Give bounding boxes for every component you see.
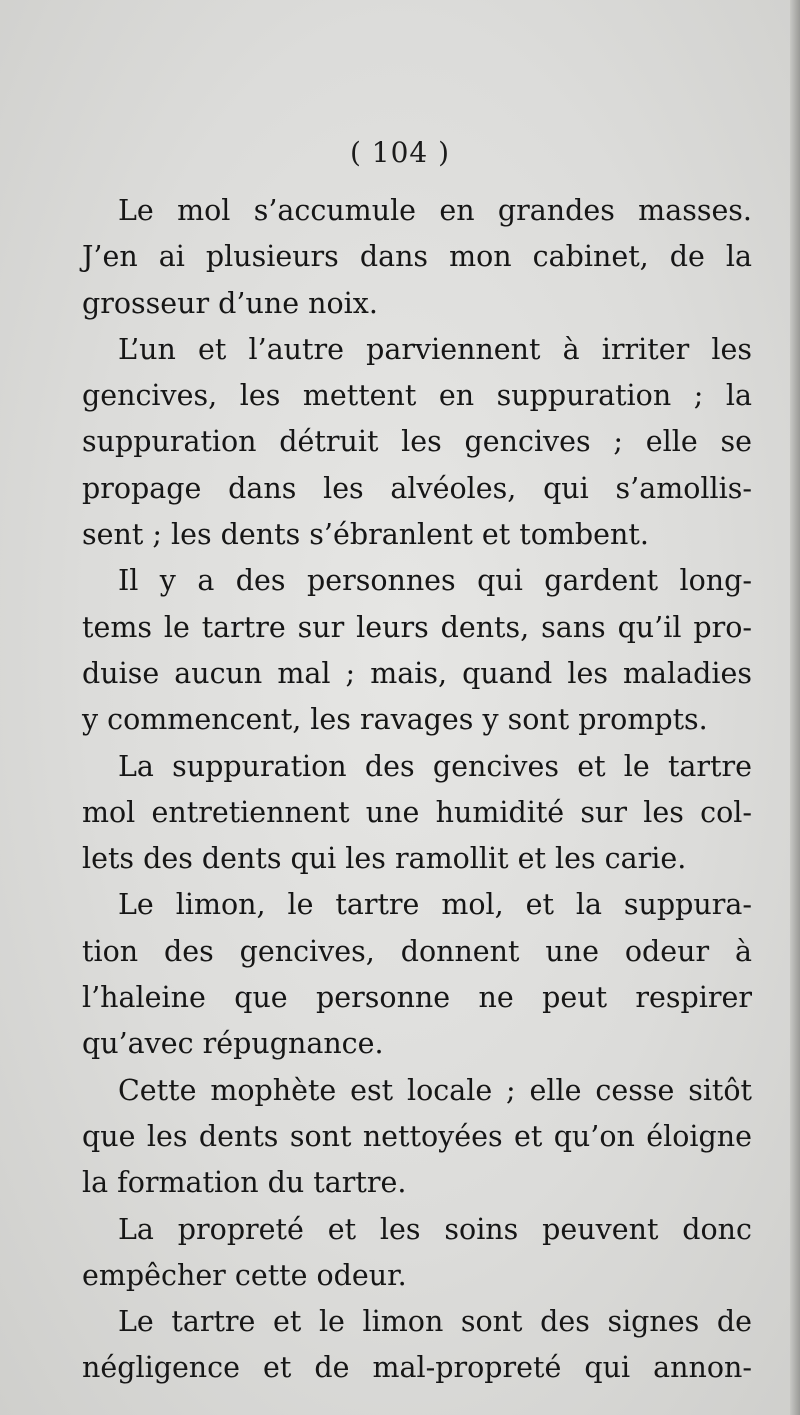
text-line: empêcher cette odeur. [82,1258,407,1292]
text-line: propage dans les alvéoles, qui s’amollis- [82,471,752,505]
text-line: y commencent, les ravages y sont prompts. [82,703,708,737]
text-line: tion des gencives, donnent une odeur à [82,934,752,968]
page-edge-shadow [790,0,800,1415]
text-line: Le tartre et le limon sont des signes de [118,1305,752,1339]
text-line: suppuration détruit les gencives ; elle se [82,425,752,459]
text-line: La suppuration des gencives et le tartre [118,749,752,783]
text-line: qu’avec répugnance. [82,1027,384,1061]
body-text [82,188,752,1392]
text-line: l’haleine que personne ne peut respirer [82,981,752,1015]
text-line: Cette mophète est locale ; elle cesse sitôt [118,1073,752,1107]
text-line: que les dents sont nettoyées et qu’on éloigne [82,1119,752,1153]
text-line: Il y a des personnes qui gardent long- [118,564,752,598]
text-line: la formation du tartre. [82,1166,407,1200]
text-line: Le mol s’accumule en grandes masses. [118,194,752,227]
text-line: gencives, les mettent en suppuration ; la [82,379,752,413]
text-line: tems le tartre sur leurs dents, sans qu’il pro- [82,610,752,644]
text-line: sent ; les dents s’ébranlent et tombent. [82,518,649,552]
text-line: L’un et l’autre parviennent à irriter les [118,332,752,366]
text-line: Le limon, le tartre mol, et la suppura- [118,888,752,922]
text-line: mol entretiennent une humidité sur les col- [82,795,752,829]
text-line: J’en ai plusieurs dans mon cabinet, de la [82,240,752,274]
text-line: duise aucun mal ; mais, quand les maladies [82,656,752,690]
text-line: La propreté et les soins peuvent donc [118,1212,752,1246]
text-line: lets des dents qui les ramollit et les carie. [82,842,687,876]
page-number: ( 104 ) [349,136,451,169]
text-line: négligence et de mal-propreté qui annon- [82,1351,752,1385]
text-line: grosseur d’une noix. [82,286,378,320]
